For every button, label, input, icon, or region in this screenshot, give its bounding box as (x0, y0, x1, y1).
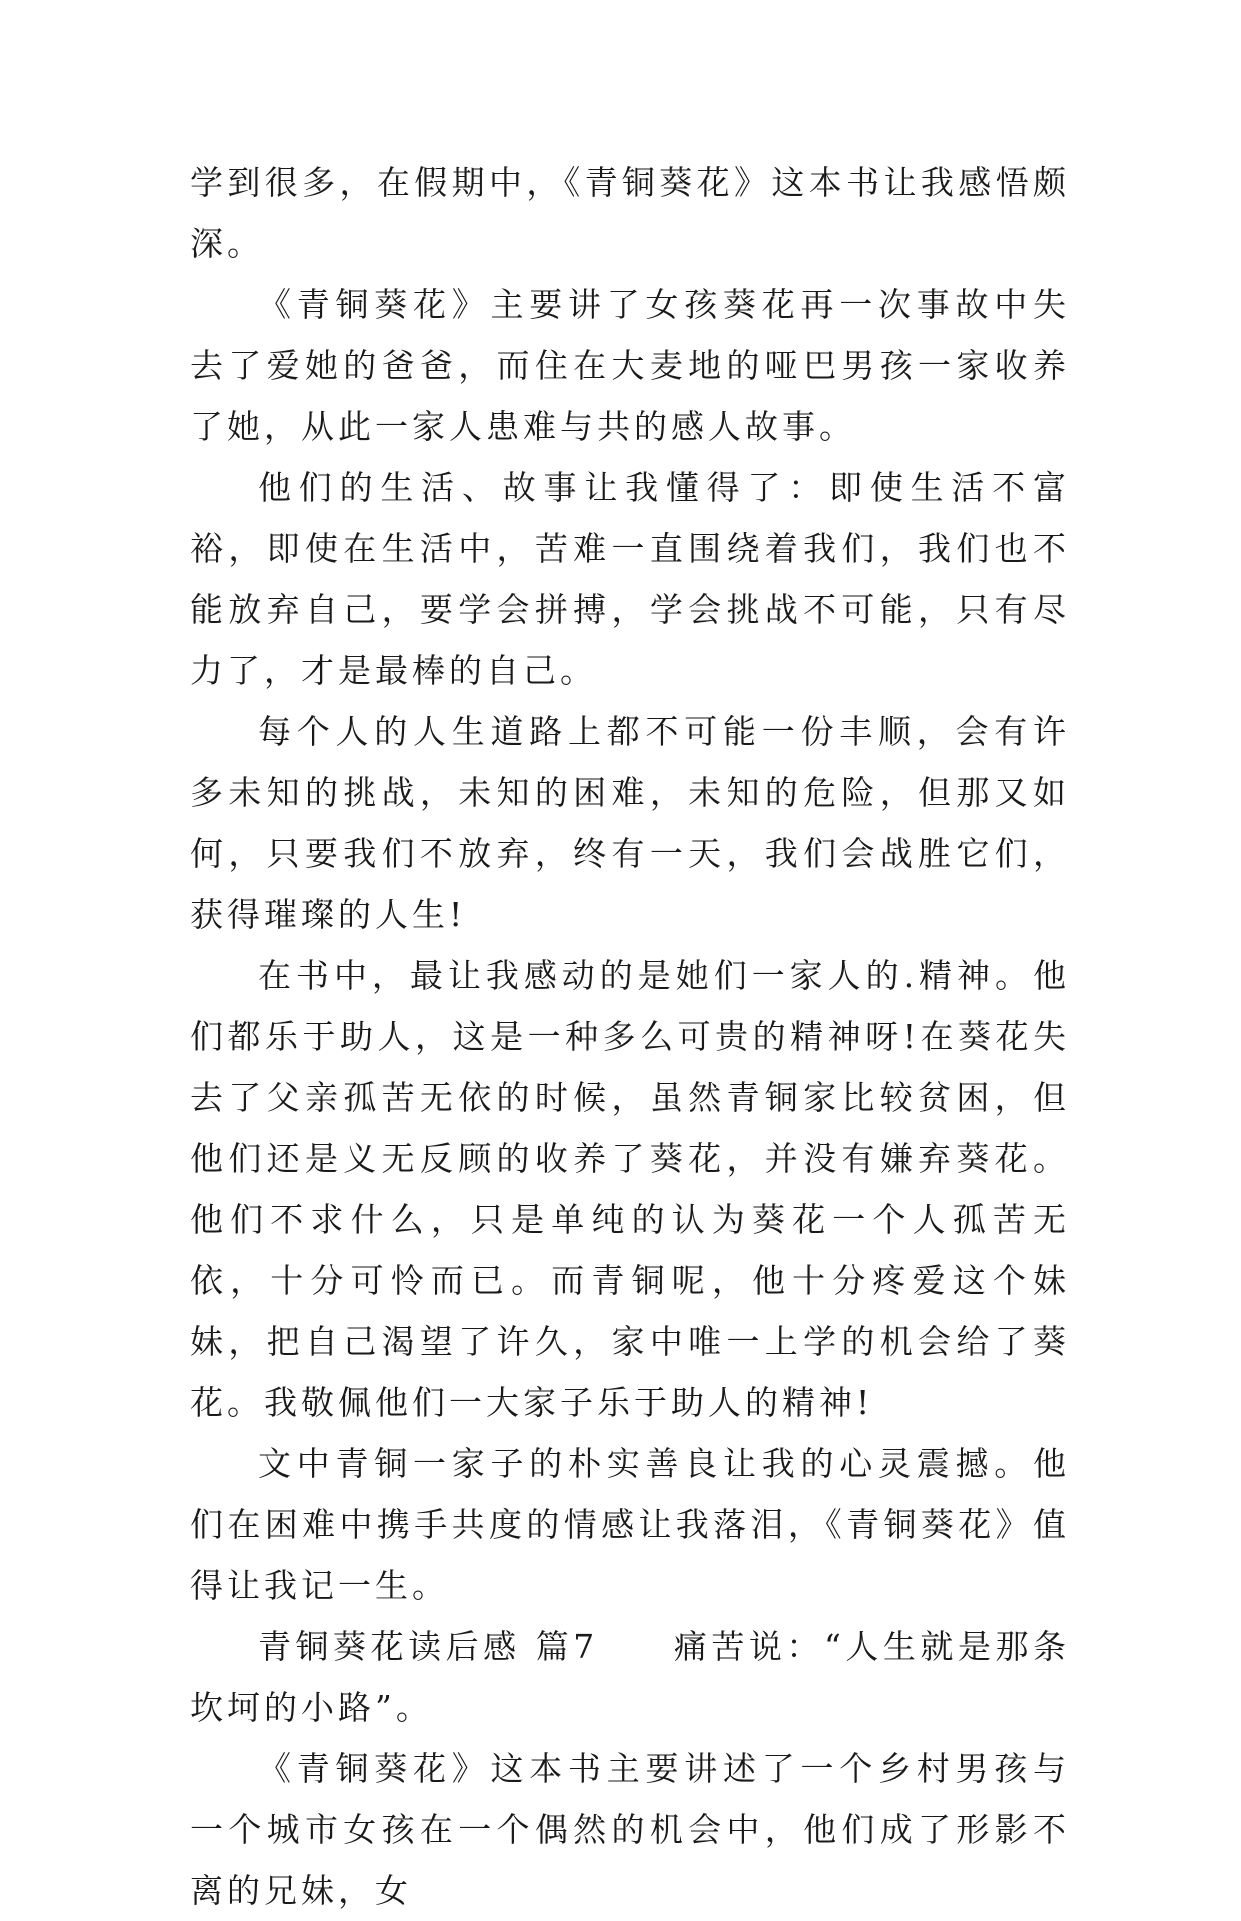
paragraph-2: 《青铜葵花》主要讲了女孩葵花再一次事故中失去了爱她的爸爸，而住在大麦地的哑巴男孩一家收养了她，从此一家人患难与共的感人故事。 (190, 285, 1070, 446)
paragraph-1: 学到很多，在假期中，《青铜葵花》这本书让我感悟颇深。 (190, 163, 1070, 263)
paragraph-7-heading: 青铜葵花读后感 篇7 痛苦说：“人生就是那条坎坷的小路”。 (190, 1627, 1070, 1727)
paragraph-8: 《青铜葵花》这本书主要讲述了一个乡村男孩与一个城市女孩在一个偶然的机会中，他们成了形影不离的兄妹，女 (190, 1749, 1070, 1910)
paragraph-6: 文中青铜一家子的朴实善良让我的心灵震撼。他们在困难中携手共度的情感让我落泪，《青铜葵花》值得让我记一生。 (190, 1444, 1070, 1605)
paragraph-4: 每个人的人生道路上都不可能一份丰顺，会有许多未知的挑战，未知的困难，未知的危险，但那又如何，只要我们不放弃，终有一天，我们会战胜它们，获得璀璨的人生! (190, 712, 1070, 934)
paragraph-3: 他们的生活、故事让我懂得了：即使生活不富裕，即使在生活中，苦难一直围绕着我们，我们也不能放弃自己，要学会拼搏，学会挑战不可能，只有尽力了，才是最棒的自己。 (190, 468, 1070, 690)
paragraph-5: 在书中，最让我感动的是她们一家人的.精神。他们都乐于助人，这是一种多么可贵的精神呀!在葵花失去了父亲孤苦无依的时候，虽然青铜家比较贫困，但他们还是义无反顾的收养了葵花，并没有嫌弃葵花。他们不求什么，只是单纯的认为葵花一个人孤苦无依，十分可怜而已。而青铜呢，他十分疼爱这个妹妹，把自己渴望了许久，家中唯一上学的机会给了葵花。我敬佩他们一大家子乐于助人的精神! (190, 956, 1070, 1422)
article-body (190, 152, 1070, 1921)
